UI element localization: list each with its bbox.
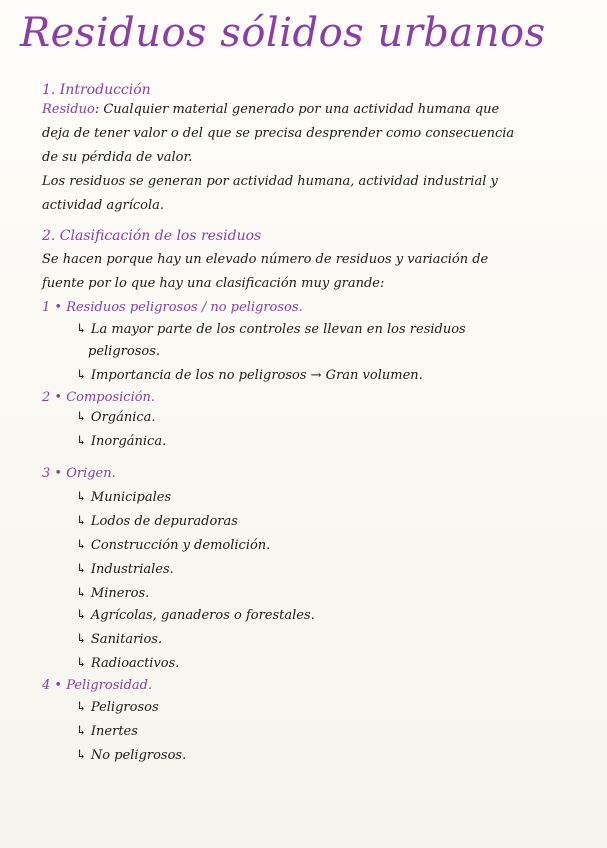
sub-arrow-icon: ↳ [76,538,87,553]
definition-line-4: Los residuos se generan por actividad humana, actividad industrial y [42,174,498,189]
definition-line-3: de su pérdida de valor. [42,150,193,165]
sub-arrow-icon: ↳ [76,322,87,337]
sub-arrow-icon: ↳ [76,700,87,715]
category-composicion: 2 • Composición. [42,390,156,405]
sub-item-controles-cont: peligrosos. [88,344,160,359]
sub-item-organica: ↳ Orgánica. [76,410,156,425]
sub-item-lodos: ↳ Lodos de depuradoras [76,514,238,529]
sub-arrow-icon: ↳ [76,748,87,763]
sub-item-controles: ↳ La mayor parte de los controles se llevan en los residuos [76,322,466,337]
sub-arrow-icon: ↳ [76,586,87,601]
sub-item-industriales: ↳ Industriales. [76,562,174,577]
sub-item-municipales: ↳ Municipales [76,490,172,505]
sub-item-peligrosos: ↳ Peligrosos [76,700,159,715]
sub-item-radioactivos: ↳ Radioactivos. [76,656,180,671]
sub-item-agricolas: ↳ Agrícolas, ganaderos o forestales. [76,608,315,623]
sub-arrow-icon: ↳ [76,608,87,623]
section-heading-introduccion: 1. Introducción [42,82,151,98]
sub-arrow-icon: ↳ [76,434,87,449]
definition-line-1 [42,102,499,117]
definition-line-2: deja de tener valor o del que se precisa desprender como consecuencia [42,126,515,141]
sub-arrow-icon: ↳ [76,562,87,577]
category-peligrosos: 1 • Residuos peligrosos / no peligrosos. [42,300,303,315]
definition-line-5: actividad agrícola. [42,198,165,213]
page-title: Residuos sólidos urbanos [20,10,546,56]
sub-item-mineros: ↳ Mineros. [76,586,150,601]
sub-arrow-icon: ↳ [76,514,87,529]
sub-arrow-icon: ↳ [76,632,87,647]
category-origen: 3 • Origen. [42,466,116,481]
sub-item-sanitarios: ↳ Sanitarios. [76,632,163,647]
sub-arrow-icon: ↳ [76,490,87,505]
sub-arrow-icon: ↳ [76,410,87,425]
sub-item-importancia: ↳ Importancia de los no peligrosos → Gran volumen. [76,368,423,383]
intro-line-2: fuente por lo que hay una clasificación muy grande: [42,276,385,291]
section-heading-clasificacion: 2. Clasificación de los residuos [42,228,262,244]
sub-item-no-peligrosos: ↳ No peligrosos. [76,748,187,763]
sub-item-construccion: ↳ Construcción y demolición. [76,538,271,553]
definition-text-1: : Cualquier material generado por una actividad humana que [94,102,500,117]
sub-item-inertes: ↳ Inertes [76,724,138,739]
sub-item-inorganica: ↳ Inorgánica. [76,434,167,449]
term-residuo: Residuo [42,102,95,117]
sub-arrow-icon: ↳ [76,368,87,383]
sub-arrow-icon: ↳ [76,656,87,671]
sub-arrow-icon: ↳ [76,724,87,739]
category-peligrosidad: 4 • Peligrosidad. [42,678,153,693]
intro-line-1: Se hacen porque hay un elevado número de residuos y variación de [42,252,489,267]
